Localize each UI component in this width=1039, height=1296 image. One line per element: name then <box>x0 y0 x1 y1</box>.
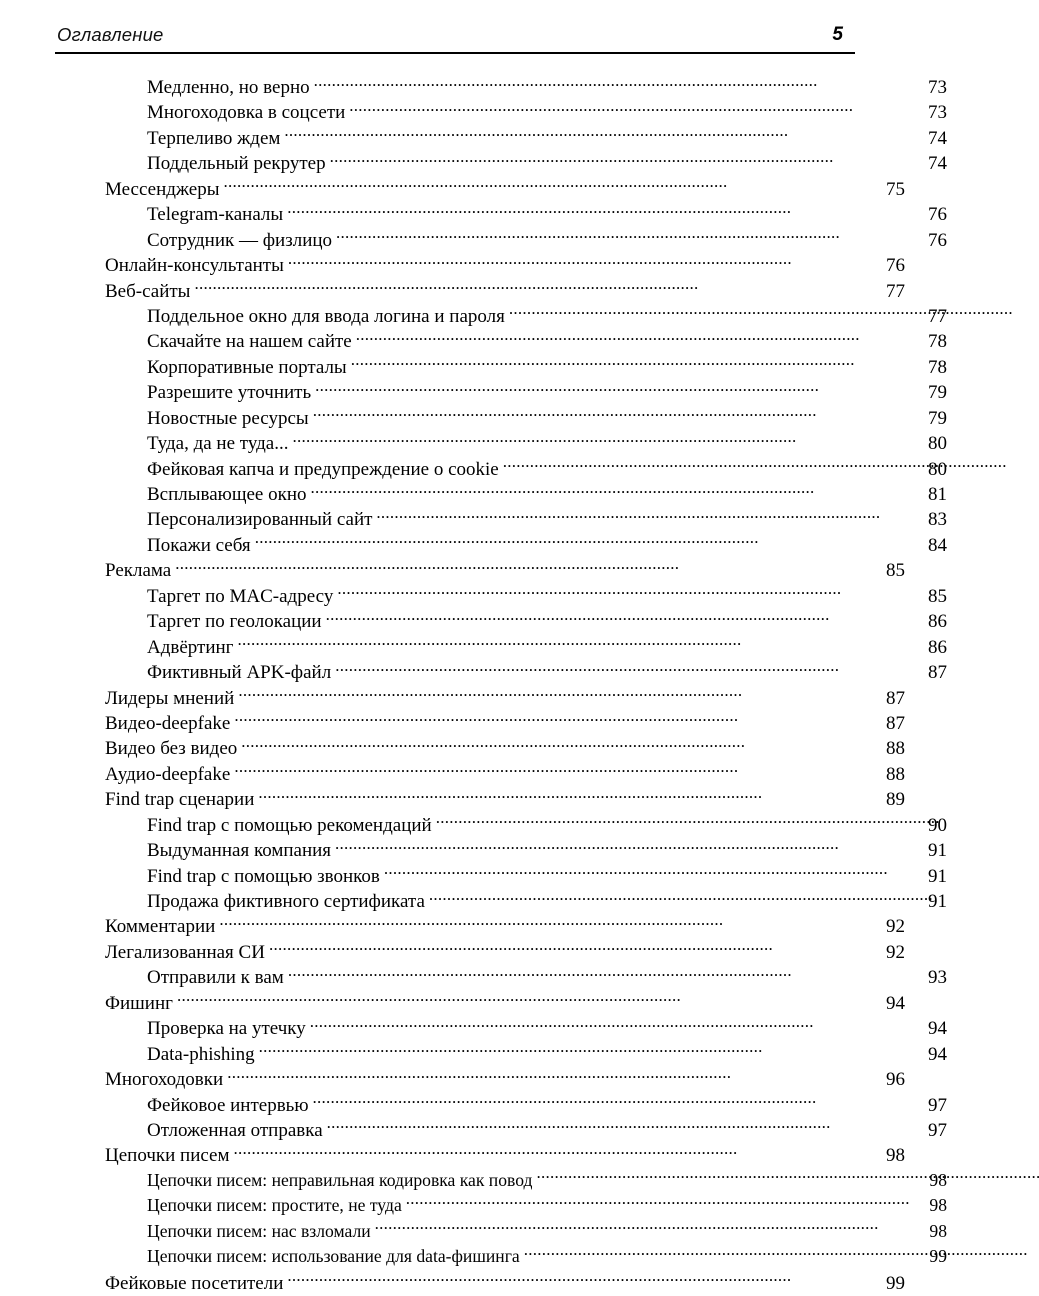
toc-leader-dots <box>177 990 867 1009</box>
toc-entry-page: 79 <box>928 407 947 429</box>
toc-entry-page: 74 <box>928 127 947 149</box>
toc-entry-page: 87 <box>886 687 905 709</box>
toc-entry-page: 94 <box>886 992 905 1014</box>
toc-entry-title: Find trap с помощью рекомендаций <box>147 814 432 836</box>
toc-entry-page: 76 <box>886 255 905 277</box>
toc-entry-title: Мессенджеры <box>105 178 220 200</box>
toc-entry-title: Find trap сценарии <box>105 789 255 811</box>
toc-leader-dots <box>288 964 909 983</box>
toc-entry-title: Отправили к вам <box>147 967 284 989</box>
toc-entry-page: 79 <box>928 382 947 404</box>
toc-entry-title: Цепочки писем <box>105 1145 230 1167</box>
toc-leader-dots <box>234 1142 868 1161</box>
toc-entry-title: Проверка на утечку <box>147 1018 306 1040</box>
toc-entry-page: 80 <box>928 458 947 480</box>
toc-leader-dots <box>313 405 909 424</box>
toc-leader-dots <box>337 583 909 602</box>
toc-leader-dots <box>234 761 867 780</box>
toc-entry-title: Цепочки писем: нас взломали <box>147 1220 371 1241</box>
toc-entry-title: Видео без видео <box>105 738 238 760</box>
toc-entry-title: Персонализированный сайт <box>147 509 373 531</box>
toc-entry-title: Таргет по геолокации <box>147 611 322 633</box>
toc-entry-title: Многоходовка в соцсети <box>147 102 346 124</box>
toc-entry-title: Медленно, но верно <box>147 77 310 98</box>
toc-entry-page: 78 <box>928 331 947 353</box>
toc-leader-dots <box>314 74 909 93</box>
toc-entry-title: Поддельный рекрутер <box>147 153 326 175</box>
toc-entry-page: 96 <box>886 1069 905 1091</box>
toc-entry-page: 85 <box>928 585 947 607</box>
toc-entry-title: Выдуманная компания <box>147 840 332 862</box>
toc-entry-page: 76 <box>928 229 947 251</box>
toc-entry-page: 93 <box>928 967 947 989</box>
toc-entry-title: Скачайте на нашем сайте <box>147 331 352 353</box>
toc-entry-title: Новостные ресурсы <box>147 407 309 429</box>
toc-entry-page: 94 <box>928 1018 947 1040</box>
toc-leader-dots <box>313 1092 909 1111</box>
toc-leader-dots <box>356 328 909 347</box>
toc-entry-page: 86 <box>928 611 947 633</box>
toc-leader-dots <box>287 1270 867 1289</box>
toc-leader-dots <box>255 532 909 551</box>
toc-leader-dots <box>284 125 909 144</box>
toc-entry-title: Фейковое интервью <box>147 1094 309 1116</box>
toc-leader-dots <box>406 1194 909 1212</box>
toc-entry-page: 87 <box>928 662 947 684</box>
toc-entry-title: Цепочки писем: простите, не туда <box>147 1195 402 1216</box>
toc-leader-dots <box>326 608 909 627</box>
toc-leader-dots <box>288 252 867 271</box>
toc-entry-page: 92 <box>886 941 905 963</box>
toc-entry-title: Поддельное окно для ввода логина и пароля <box>147 305 505 327</box>
toc-leader-dots <box>311 481 909 500</box>
toc-entry-title: Find trap с помощью звонков <box>147 865 380 887</box>
toc-entry-title: Цепочки писем: использование для data-фишинга <box>147 1246 520 1267</box>
toc-entry-page: 99 <box>886 1272 905 1294</box>
toc-entry-title: Фейковая капча и предупреждение о cookie <box>147 458 499 480</box>
toc-leader-dots <box>258 786 867 805</box>
toc-entry-page: 97 <box>928 1094 947 1116</box>
toc-entry-title: Фиктивный APK-файл <box>147 662 332 684</box>
toc-entry-page: 88 <box>886 738 905 760</box>
toc-entry-page: 90 <box>928 814 947 836</box>
toc-entry-title: Всплывающее окно <box>147 484 307 505</box>
toc-entry-page: 91 <box>928 891 947 912</box>
toc-entry-title: Telegram-каналы <box>147 204 284 226</box>
toc-entry-page: 73 <box>928 77 947 98</box>
toc-entry-page: 89 <box>886 789 905 811</box>
toc-entry-title: Веб-сайты <box>105 280 191 302</box>
toc-entry-title: Фишинг <box>105 992 173 1014</box>
toc-leader-dots <box>335 659 909 678</box>
toc-entry-page: 86 <box>928 636 947 658</box>
toc-entry-page: 99 <box>929 1246 947 1267</box>
toc-leader-dots <box>375 1219 909 1237</box>
toc-leader-dots <box>351 354 909 373</box>
toc-entry-title: Фейковые посетители <box>105 1272 284 1294</box>
toc-leader-dots <box>227 1066 867 1085</box>
toc-leader-dots <box>349 99 909 118</box>
toc-entry-title: Data-phishing <box>147 1043 255 1065</box>
toc-entry-page: 81 <box>928 484 947 505</box>
toc-entry-title: Корпоративные порталы <box>147 356 347 378</box>
table-of-contents <box>55 74 947 1295</box>
running-head-title: Оглавление <box>57 24 164 45</box>
toc-entry-page: 98 <box>929 1220 947 1241</box>
toc-entry-title: Реклама <box>105 560 172 582</box>
toc-leader-dots <box>287 201 909 220</box>
toc-leader-dots <box>376 506 909 525</box>
toc-entry-title: Сотрудник — физлицо <box>147 229 333 251</box>
running-head <box>55 24 855 56</box>
toc-leader-dots <box>175 557 867 576</box>
toc-leader-dots <box>219 913 867 932</box>
toc-leader-dots <box>269 939 867 958</box>
toc-leader-dots <box>310 1015 909 1034</box>
toc-entry-page: 98 <box>929 1195 947 1216</box>
toc-entry-title: Туда, да не туда... <box>147 433 289 455</box>
toc-leader-dots <box>330 150 909 169</box>
toc-entry-title: Цепочки писем: неправильная кодировка как повод <box>147 1169 533 1190</box>
toc-entry[interactable] <box>55 1270 905 1295</box>
toc-leader-dots <box>429 888 909 907</box>
toc-entry-page: 75 <box>886 178 905 200</box>
toc-entry-title: Легализованная СИ <box>105 941 265 963</box>
toc-entry-title: Многоходовки <box>105 1069 224 1091</box>
toc-leader-dots <box>315 379 909 398</box>
toc-entry-page: 73 <box>928 102 947 124</box>
toc-leader-dots <box>336 227 909 246</box>
toc-leader-dots <box>524 1245 909 1263</box>
toc-leader-dots <box>503 456 909 475</box>
toc-entry-page: 94 <box>928 1043 947 1065</box>
toc-entry-page: 80 <box>928 433 947 455</box>
page-number: 5 <box>832 24 843 45</box>
toc-leader-dots <box>237 634 909 653</box>
toc-leader-dots <box>335 837 909 856</box>
toc-leader-dots <box>292 430 909 449</box>
toc-entry-page: 78 <box>928 356 947 378</box>
toc-entry-page: 84 <box>928 534 947 556</box>
toc-entry-title: Отложенная отправка <box>147 1119 323 1141</box>
toc-leader-dots <box>241 735 867 754</box>
toc-entry-title: Адвёртинг <box>147 636 234 658</box>
toc-entry-page: 91 <box>928 865 947 887</box>
toc-entry-page: 98 <box>929 1169 947 1190</box>
toc-leader-dots <box>194 278 867 297</box>
toc-entry-title: Терпеливо ждем <box>147 127 281 149</box>
toc-entry-title: Аудио-deepfake <box>105 763 231 785</box>
toc-entry-title: Онлайн-консультанты <box>105 255 284 277</box>
toc-leader-dots <box>224 176 868 195</box>
toc-leader-dots <box>509 303 909 322</box>
toc-entry-title: Разрешите уточнить <box>147 382 312 404</box>
toc-entry-page: 77 <box>928 305 947 327</box>
toc-leader-dots <box>259 1041 909 1060</box>
toc-entry-title: Таргет по MAC-адресу <box>147 585 334 607</box>
toc-entry-page: 83 <box>928 509 947 531</box>
toc-entry-page: 74 <box>928 153 947 175</box>
toc-entry-page: 88 <box>886 763 905 785</box>
toc-entry-page: 77 <box>886 280 905 302</box>
toc-entry-page: 76 <box>928 204 947 226</box>
running-head-rule <box>55 52 855 54</box>
toc-leader-dots <box>384 863 909 882</box>
toc-leader-dots <box>436 812 909 831</box>
toc-entry-title: Комментарии <box>105 916 216 938</box>
toc-entry-title: Покажи себя <box>147 534 251 556</box>
toc-entry-page: 87 <box>886 712 905 734</box>
toc-leader-dots <box>536 1168 909 1186</box>
toc-leader-dots <box>238 685 867 704</box>
toc-entry-page: 97 <box>928 1119 947 1141</box>
toc-entry-title: Продажа фиктивного сертификата <box>147 891 425 912</box>
toc-entry-page: 92 <box>886 916 905 938</box>
toc-entry-page: 91 <box>928 840 947 862</box>
toc-entry-page: 98 <box>886 1145 905 1167</box>
toc-entry-title: Видео-deepfake <box>105 712 231 734</box>
toc-entry-title: Лидеры мнений <box>105 687 235 709</box>
toc-entry-page: 85 <box>886 560 905 582</box>
toc-leader-dots <box>234 710 867 729</box>
toc-leader-dots <box>327 1117 909 1136</box>
